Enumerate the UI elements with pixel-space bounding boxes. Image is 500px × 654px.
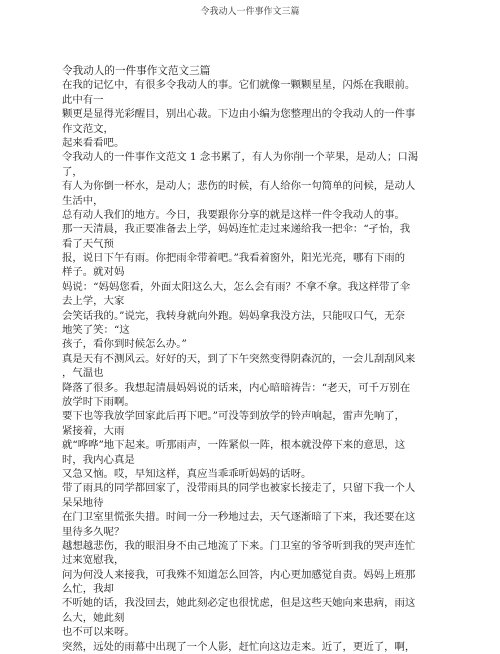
text-line: 看了天气预 <box>62 237 114 250</box>
text-line: 令我动人的一件事作文范文 1 念书累了，有人为你削一个苹果，是动人；口渴 <box>62 151 419 164</box>
text-line: 作文范文， <box>62 122 114 135</box>
text-line: 突然，远处的雨幕中出现了一个人影，赶忙向这边走来。近了，更近了，啊， <box>62 640 416 653</box>
text-line: 过来宽慰我， <box>62 554 125 567</box>
text-line: ，气温也 <box>62 367 104 380</box>
text-line: 总有动人我们的地方。今日，我要跟你分享的就是这样一件令我动人的事。 <box>62 208 405 221</box>
text-line: 孩子，看你到时候怎么办。” <box>62 338 187 351</box>
text-line: 么大，她此刻 <box>62 611 125 624</box>
text-line: 紧接着，大雨 <box>62 424 125 437</box>
text-line: 问为何没人来接我，可我殊不知道怎么回答，内心更加感觉自责。妈妈上班那 <box>62 568 416 581</box>
text-line: 真是天有不测风云。好好的天，到了下午突然变得阴森沉的，一会儿刮刮风来 <box>62 352 416 365</box>
text-line: 会笑话我的。”说完，我转身就向外跑。妈妈拿我没方法，只能叹口气，无奈 <box>62 309 405 322</box>
text-line: 越想越悲伤，我的眼泪身不由己地流了下来。门卫室的爷爷听到我的哭声连忙 <box>62 539 416 552</box>
text-line: 报，说日下午有雨。你把雨伞带着吧。”我看着窗外，阳光光亮，哪有下雨的 <box>62 252 405 265</box>
text-line: 也不可以来呀。 <box>62 626 135 639</box>
text-line: 妈说：“妈妈您看，外面太阳这么大，怎么会有雨？不拿不拿。我这样带了伞 <box>62 280 411 293</box>
text-line: 带了雨具的同学都回家了，没带雨具的同学也被家长接走了，只留下我一个人 <box>62 482 416 495</box>
text-line: 此中有一 <box>62 93 104 106</box>
text-line: 了， <box>62 165 83 178</box>
text-line: 么忙，我却 <box>62 583 114 596</box>
text-line: 起来看看吧。 <box>62 136 125 149</box>
text-line: 在我的记忆中，有很多令我动人的事。它们就像一颗颗星星，闪烁在我眼前。 <box>62 79 416 92</box>
page-header-title: 令我动人一件事作文三篇 <box>200 7 300 17</box>
text-line: 里待多久呢？ <box>62 525 125 538</box>
text-line: 不听她的话，我没回去，她此刻必定也很忧虑，但是这些天她向来患病，雨这 <box>62 597 416 610</box>
text-line: 呆呆地待 <box>62 496 104 509</box>
text-line: 生活中， <box>62 194 104 207</box>
text-line: 又急又恼。哎，早知这样，真应当乖乖听妈妈的话呀。 <box>62 467 312 480</box>
text-line: 颗更是显得光彩醒目，别出心裁。下边由小编为您整理出的令我动人的一件事 <box>62 108 416 121</box>
text-line: 放学时下雨啊。 <box>62 395 135 408</box>
text-line: 时，我内心真是 <box>62 453 135 466</box>
text-line: 要下也等我放学回家此后再下吧。”可没等到放学的铃声响起，雷声先响了， <box>62 410 405 423</box>
essay-title: 令我动人的一件事作文范文三篇 <box>62 65 211 77</box>
text-line: 在门卫室里慌张失措。时间一分一秒地过去，天气逐渐暗了下来，我还要在这 <box>62 511 416 524</box>
text-line: 样子。就对妈 <box>62 266 125 279</box>
text-line: 去上学，大家 <box>62 295 125 308</box>
text-line: 有人为你倒一杯水，是动人；悲伤的时候，有人给你一句简单的问候，是动人 <box>62 180 416 193</box>
text-line: 那一天清晨，我正要准备去上学，妈妈连忙走过来递给我一把伞：“孑怡，我 <box>62 223 411 236</box>
text-line: 就“哗哗”地下起来。听那雨声，一阵紧似一阵，根本就没停下来的意思，这 <box>62 439 406 452</box>
text-line: 地笑了笑：“这 <box>62 324 130 337</box>
text-line: 降落了很多。我想起清晨妈妈说的话来，内心暗暗祷告：“老天，可千万别在 <box>62 381 411 394</box>
